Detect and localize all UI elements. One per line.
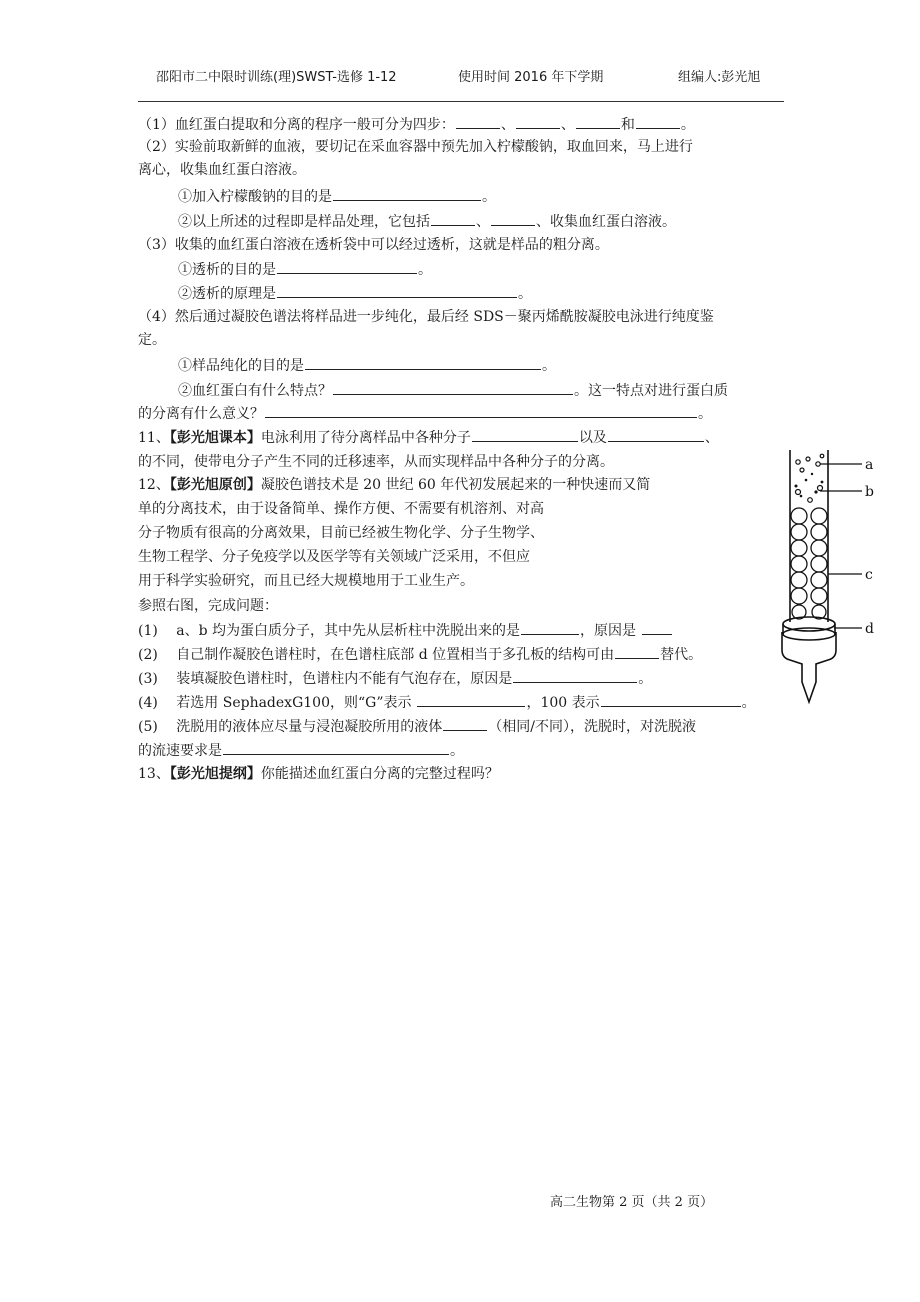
q12-line-6: 参照右图，完成问题： [138,598,278,614]
q-blood-line-7: ①透析的目的是 。 [178,262,432,278]
q12-sub-2: (2) 自己制作凝胶色谱柱时，在色谱柱底部 d 位置相当于多孔板的结构可由 替代。 [138,647,703,663]
q12-sub-6: 的流速要求是 。 [138,743,464,759]
q-blood-line-9: （4）然后通过凝胶色谱法将样品进一步纯化，最后经 SDS－聚丙烯酰胺凝胶电泳进行纯度鉴 [138,309,714,325]
page-footer: 高二生物第 2 页（共 2 页） [550,1195,714,1210]
q-blood-line-5: ②以上所述的过程即是样品处理，它包括 、 、收集血红蛋白溶液。 [178,214,676,230]
q-blood-line-2: （2）实验前取新鲜的血液，要切记在采血容器中预先加入柠檬酸钠，取血回来，马上进行 [138,139,693,155]
q-blood-line-11: ①样品纯化的目的是 。 [178,358,556,374]
q12-line-4: 生物工程学、分子免疫学以及医学等有关领域广泛采用，不但应 [138,549,530,565]
q11-line-2: 的不同，使带电分子产生不同的迁移速率，从而实现样品中各种分子的分离。 [138,454,614,470]
chromatography-column-diagram [776,446,886,708]
q12-sub-3: (3) 装填凝胶色谱柱时，色谱柱内不能有气泡存在，原因是 。 [138,671,653,687]
q-blood-line-3: 离心，收集血红蛋白溶液。 [138,162,306,178]
q12-line-3: 分子物质有很高的分离效果，目前已经被生物化学、分子生物学、 [138,525,544,541]
molecules-a [796,454,824,472]
gel-beads-c [791,508,827,619]
q-blood-line-4: ①加入柠檬酸钠的目的是 。 [178,189,496,205]
label-b: b [865,484,874,500]
q-blood-line-10: 定。 [138,332,166,348]
q12-line-1: 12、【彭光旭原创】凝胶色谱技术是 20 世纪 60 年代初发展起来的一种快速而又简 [138,477,651,493]
label-c: c [865,567,873,583]
q12-sub-5: (5) 洗脱用的液体应尽量与浸泡凝胶所用的液体 （相同/不同），洗脱时，对洗脱液 [138,719,696,735]
label-d: d [865,621,874,637]
header-time: 使用时间 2016 年下学期 [458,70,604,85]
q12-line-5: 用于科学实验研究，而且已经大规模地用于工业生产。 [138,573,474,589]
column-outlet [782,632,836,702]
q-blood-line-8: ②透析的原理是 。 [178,286,532,302]
q-blood-line-13: 的分离有什么意义？ 。 [138,406,712,422]
header-rule [138,101,784,102]
q-blood-line-6: （3）收集的血红蛋白溶液在透析袋中可以经过透析，这就是样品的粗分离。 [138,237,609,253]
q13-line: 13、【彭光旭提纲】你能描述血红蛋白分离的完整过程吗？ [138,766,499,782]
q12-sub-1: (1) a、b 均为蛋白质分子，其中先从层析柱中洗脱出来的是 ，原因是 [138,621,673,640]
header-title: 邵阳市二中限时训练(理)SWST-选修 1-12 [156,70,397,85]
q-blood-line-1: （1）血红蛋白提取和分离的程序一般可分为四步： 、 、 和 。 [138,117,695,133]
q-blood-line-12: ②血红蛋白有什么特点？ 。这一特点对进行蛋白质 [178,383,728,399]
q12-sub-4: (4) 若选用 SephadexG100，则“G”表示 ，100 表示 。 [138,695,756,711]
header-editor: 组编人:彭光旭 [678,70,761,85]
q12-line-2: 单的分离技术，由于设备简单、操作方便、不需要有机溶剂、对高 [138,501,544,517]
q11-line-1: 11、【彭光旭课本】电泳利用了待分离样品中各种分子 以及 、 [138,430,719,446]
page-header [138,66,784,84]
label-a: a [865,457,874,473]
